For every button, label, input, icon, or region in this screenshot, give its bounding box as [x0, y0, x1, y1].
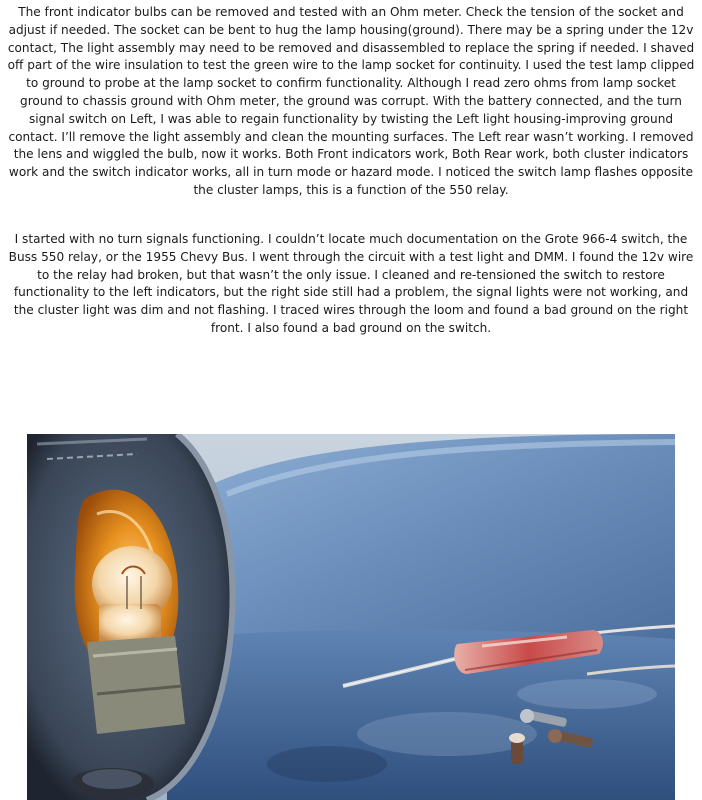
turn-signal-lamp-photo	[27, 434, 675, 800]
paragraph-initial-diagnosis: I started with no turn signals functioning. I couldn’t locate much documentation on the Grote 966-4 switch, the Buss 550 relay, or the 1955 Chevy Bus. I went through the circuit with a test light and DMM. I found the 12v wire to the relay had broken, but that wasn’t the only issue. I cleaned and re-tensioned the switch to restore functionality to the left indicators, but the right side still had a problem, the signal lights were not working, and the cluster light was dim and not flashing. I traced wires through the loom and found a bad ground on the right front. I also found a bad ground on the switch.	[8, 232, 694, 335]
lamp-housing	[27, 434, 233, 800]
paragraph-front-indicators: The front indicator bulbs can be removed and tested with an Ohm meter. Check the tension of the socket and adjust if needed. The socket can be bent to hug the lamp housing(ground). There may be a spring under the 12v contact, The light assembly may need to be removed and disassembled to replace the spring if needed. I shaved off part of the wire insulation to test the green wire to the lamp socket for continuity. I used the test lamp clipped to ground to probe at the lamp socket to confirm functionality. Although I read zero ohms from lamp socket ground to chassis ground with Ohm meter, the ground was corrupt. With the battery connected, and the turn signal switch on Left, I was able to regain functionality by twisting the Left light housing-improving ground contact. I’ll remove the light assembly and clean the mounting surfaces. The Left rear wasn’t working. I removed the lens and wiggled the bulb, now it works. Both Front indicators work, Both Rear work, both cluster indicators work and the switch indicator works, all in turn mode or hazard mode. I noticed the switch lamp flashes opposite the cluster lamps, this is a function of the 550 relay.	[7, 5, 695, 197]
